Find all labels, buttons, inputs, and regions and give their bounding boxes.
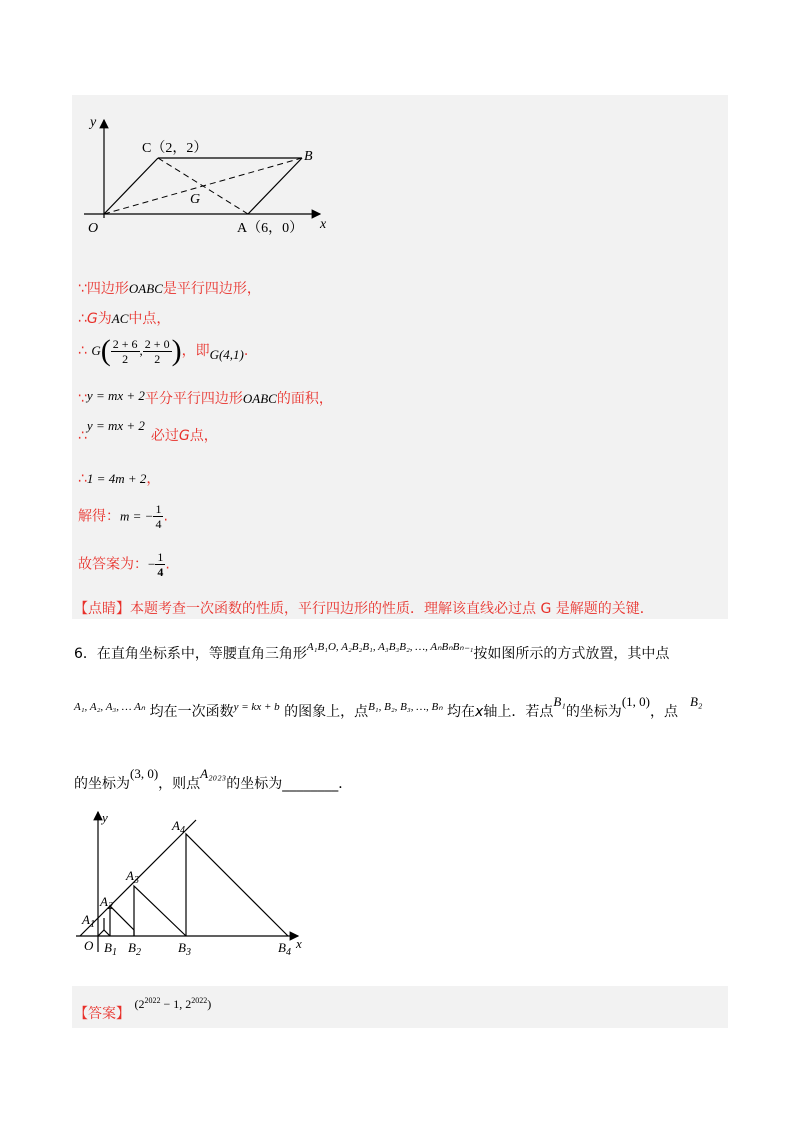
svg-text:B3: $B_3$ [178,940,191,958]
fig2-b2-label: B [128,940,136,955]
fig1-x-label: x [320,217,327,232]
solution-line-2: ∴G为AC中点， [78,311,171,327]
solution-line-4: ∵y = mx + 2平分平行四边形OABC的面积， [78,388,333,407]
fig1-o-label: O [88,221,99,236]
svg-text:A4: $A_4$ [172,818,185,836]
solution-line-1: ∵四边形OABC是平行四边形， [78,281,261,297]
fig2-o-label: O [84,938,94,953]
fig2-a3-label: A [126,868,134,883]
question-6-line-3: 的坐标为(3, 0)，则点A₂₀₂₃的坐标为________． [74,766,353,792]
fig2-a2-label: A [100,894,108,909]
parallelogram-figure [80,108,340,238]
fig2-b3-label: B [178,940,186,955]
fig2-x-label: x [296,936,302,951]
svg-text:B4: $B_4$ [278,940,291,958]
key-point-tag: 【点睛】 [74,601,130,617]
key-point-text: 本题考查一次函数的性质，平行四边形的性质．理解该直线必过点 G 是解题的关键． [130,601,654,617]
solution-line-3: ∴ G( $\frac{2 + 6}{2}$ , $\frac{2 + 0}{2}$ )，即G(4,1). [78,334,249,367]
fig2-y-label: y [102,810,108,825]
triangles-figure [74,806,314,960]
svg-text:B1: $B_1$ [104,940,117,958]
solution-line-7: 解得：m = − $\frac{1}{4}$ . [78,502,168,531]
solution-line-5: ∴y = mx + 2必过G点， [78,418,218,444]
svg-text:A2: $A_2$ [100,894,113,912]
fig2-a1-label: A [82,912,90,927]
question-6-line-1: 6．在直角坐标系中，等腰直角三角形$^{A_1B_1O, A_2B_2B_1, A_3B_3B_2, \dots, A_nB_nB_{n-1}}$按如图所示的方式放置，其中点 [74,641,670,662]
solution-key-point [74,598,654,618]
answer-value: ($2^{2022} - 1$, $2^{2022}$) [134,996,212,1011]
svg-text:B2: $B_2$ [128,940,141,958]
fig1-b-label: B [304,149,313,164]
question-6-line-2: $^{A_1, A_2, A_3, \dots A_n}$ 均在一次函数$^{y = kx + b}$ 的图象上，点$^{B_1, B_2, B_3, \dots, B_n}$ 均在x轴上．若点B₁的坐标为(1, 0)，点B₂ [74,694,703,720]
fig1-g-label: G [190,192,201,207]
answer-tag: 【答案】 [74,1006,130,1022]
fig2-a4-label: A [172,818,180,833]
fig1-a-label: A（6，0） [237,221,304,236]
answer-line [74,996,211,1023]
fig2-b4-label: B [278,940,286,955]
fig2-b1-label: B [104,940,112,955]
solution-line-8: 故答案为：− $\frac{1}{4}$ . [78,550,170,579]
solution-line-6: ∴1 = 4m + 2， [78,471,161,487]
svg-text:A1: $A_1$ [82,912,95,930]
fig1-c-label: C（2，2） [142,141,208,156]
fig1-y-label: y [90,115,97,130]
svg-text:A3: $A_3$ [126,868,139,886]
